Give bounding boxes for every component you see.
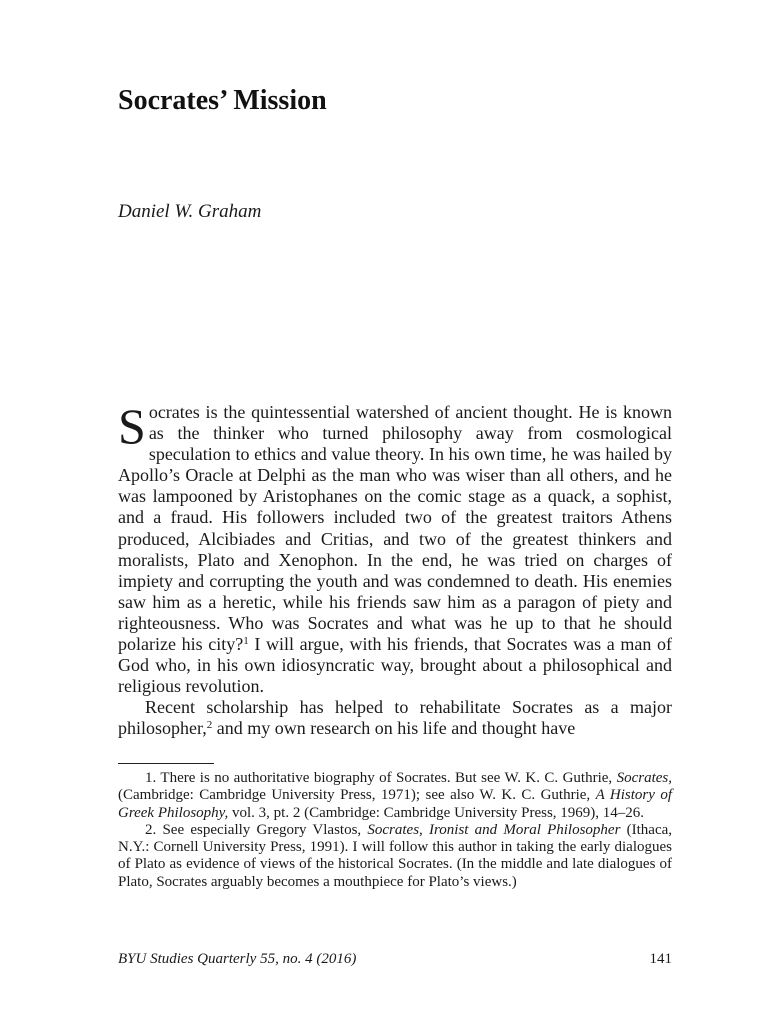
drop-cap: S — [118, 398, 146, 454]
page-footer — [118, 950, 672, 968]
footnote-text: (Ithaca, N.Y.: Cornell University Press, 1991). I will follow this author in taking the early dialogues of Plato as evidence of views of the historical Socrates. (In the middle and late dialogues of Plato, Socrates arguably becomes a mouthpiece for Plato’s views.) — [118, 821, 673, 890]
article-title: Socrates’ Mission — [118, 85, 327, 116]
paragraph-text: and my own research on his life and thought have — [212, 718, 576, 739]
article-author: Daniel W. Graham — [118, 201, 262, 222]
page-number: 141 — [649, 951, 672, 967]
footnotes — [118, 770, 672, 891]
paragraph-text: ocrates is the quintessential watershed of ancient thought. He is known as the thinker who turned philosophy away from cosmological speculation to ethics and value theory. In his own time, he was hailed by Apollo’s Oracle at Delphi as the man who was wiser than all others, and he was lampooned by Aristophanes on the comic stage as a quack, a sophist, and a fraud. His followers included two of the greatest traitors Athens produced, Alcibiades and Critias, and two of the greatest thinkers and moralists, Plato and Xenophon. In the end, he was tried on charges of impiety and corrupting the youth and was condemned to death. His enemies saw him as a heretic, while his friends saw him as a paragon of piety and righteousness. Who was Socrates and what was he up to that he should polarize his city? — [118, 402, 672, 655]
footnote-ref-1: 1 — [243, 635, 249, 648]
footnote-title-italic: Socrates, Ironist and Moral Philosopher — [367, 821, 621, 838]
footnote-2 — [118, 822, 672, 891]
footnote-text: (Cambridge: Cambridge University Press, 1971); see also W. K. C. Guthrie, — [118, 787, 596, 804]
journal-citation: BYU Studies Quarterly 55, no. 4 (2016) — [118, 951, 357, 967]
footnote-title-italic: A History of Greek Philosophy, — [118, 787, 672, 821]
footnote-text: 2. See especially Gregory Vlastos, — [145, 821, 368, 838]
paragraph-text: I will argue, with his friends, that Socrates was a man of God who, in his own idiosyncratic way, brought about a philosophical and religious revolution. — [118, 634, 672, 697]
footnote-1 — [118, 770, 672, 822]
body-paragraph — [118, 697, 672, 739]
footnote-title-italic: Socrates, — [616, 770, 672, 786]
paragraph-text: Recent scholarship has helped to rehabilitate Socrates as a major philosopher, — [118, 697, 672, 739]
body-paragraph — [118, 398, 672, 697]
footnote-ref-2: 2 — [206, 719, 213, 732]
footnote-divider — [118, 763, 214, 764]
article-body — [118, 398, 672, 740]
footnote-text: 1. There is no authoritative biography of Socrates. But see W. K. C. Guthrie, — [145, 770, 617, 786]
footnote-text: vol. 3, pt. 2 (Cambridge: Cambridge University Press, 1969), 14–26. — [228, 804, 645, 821]
